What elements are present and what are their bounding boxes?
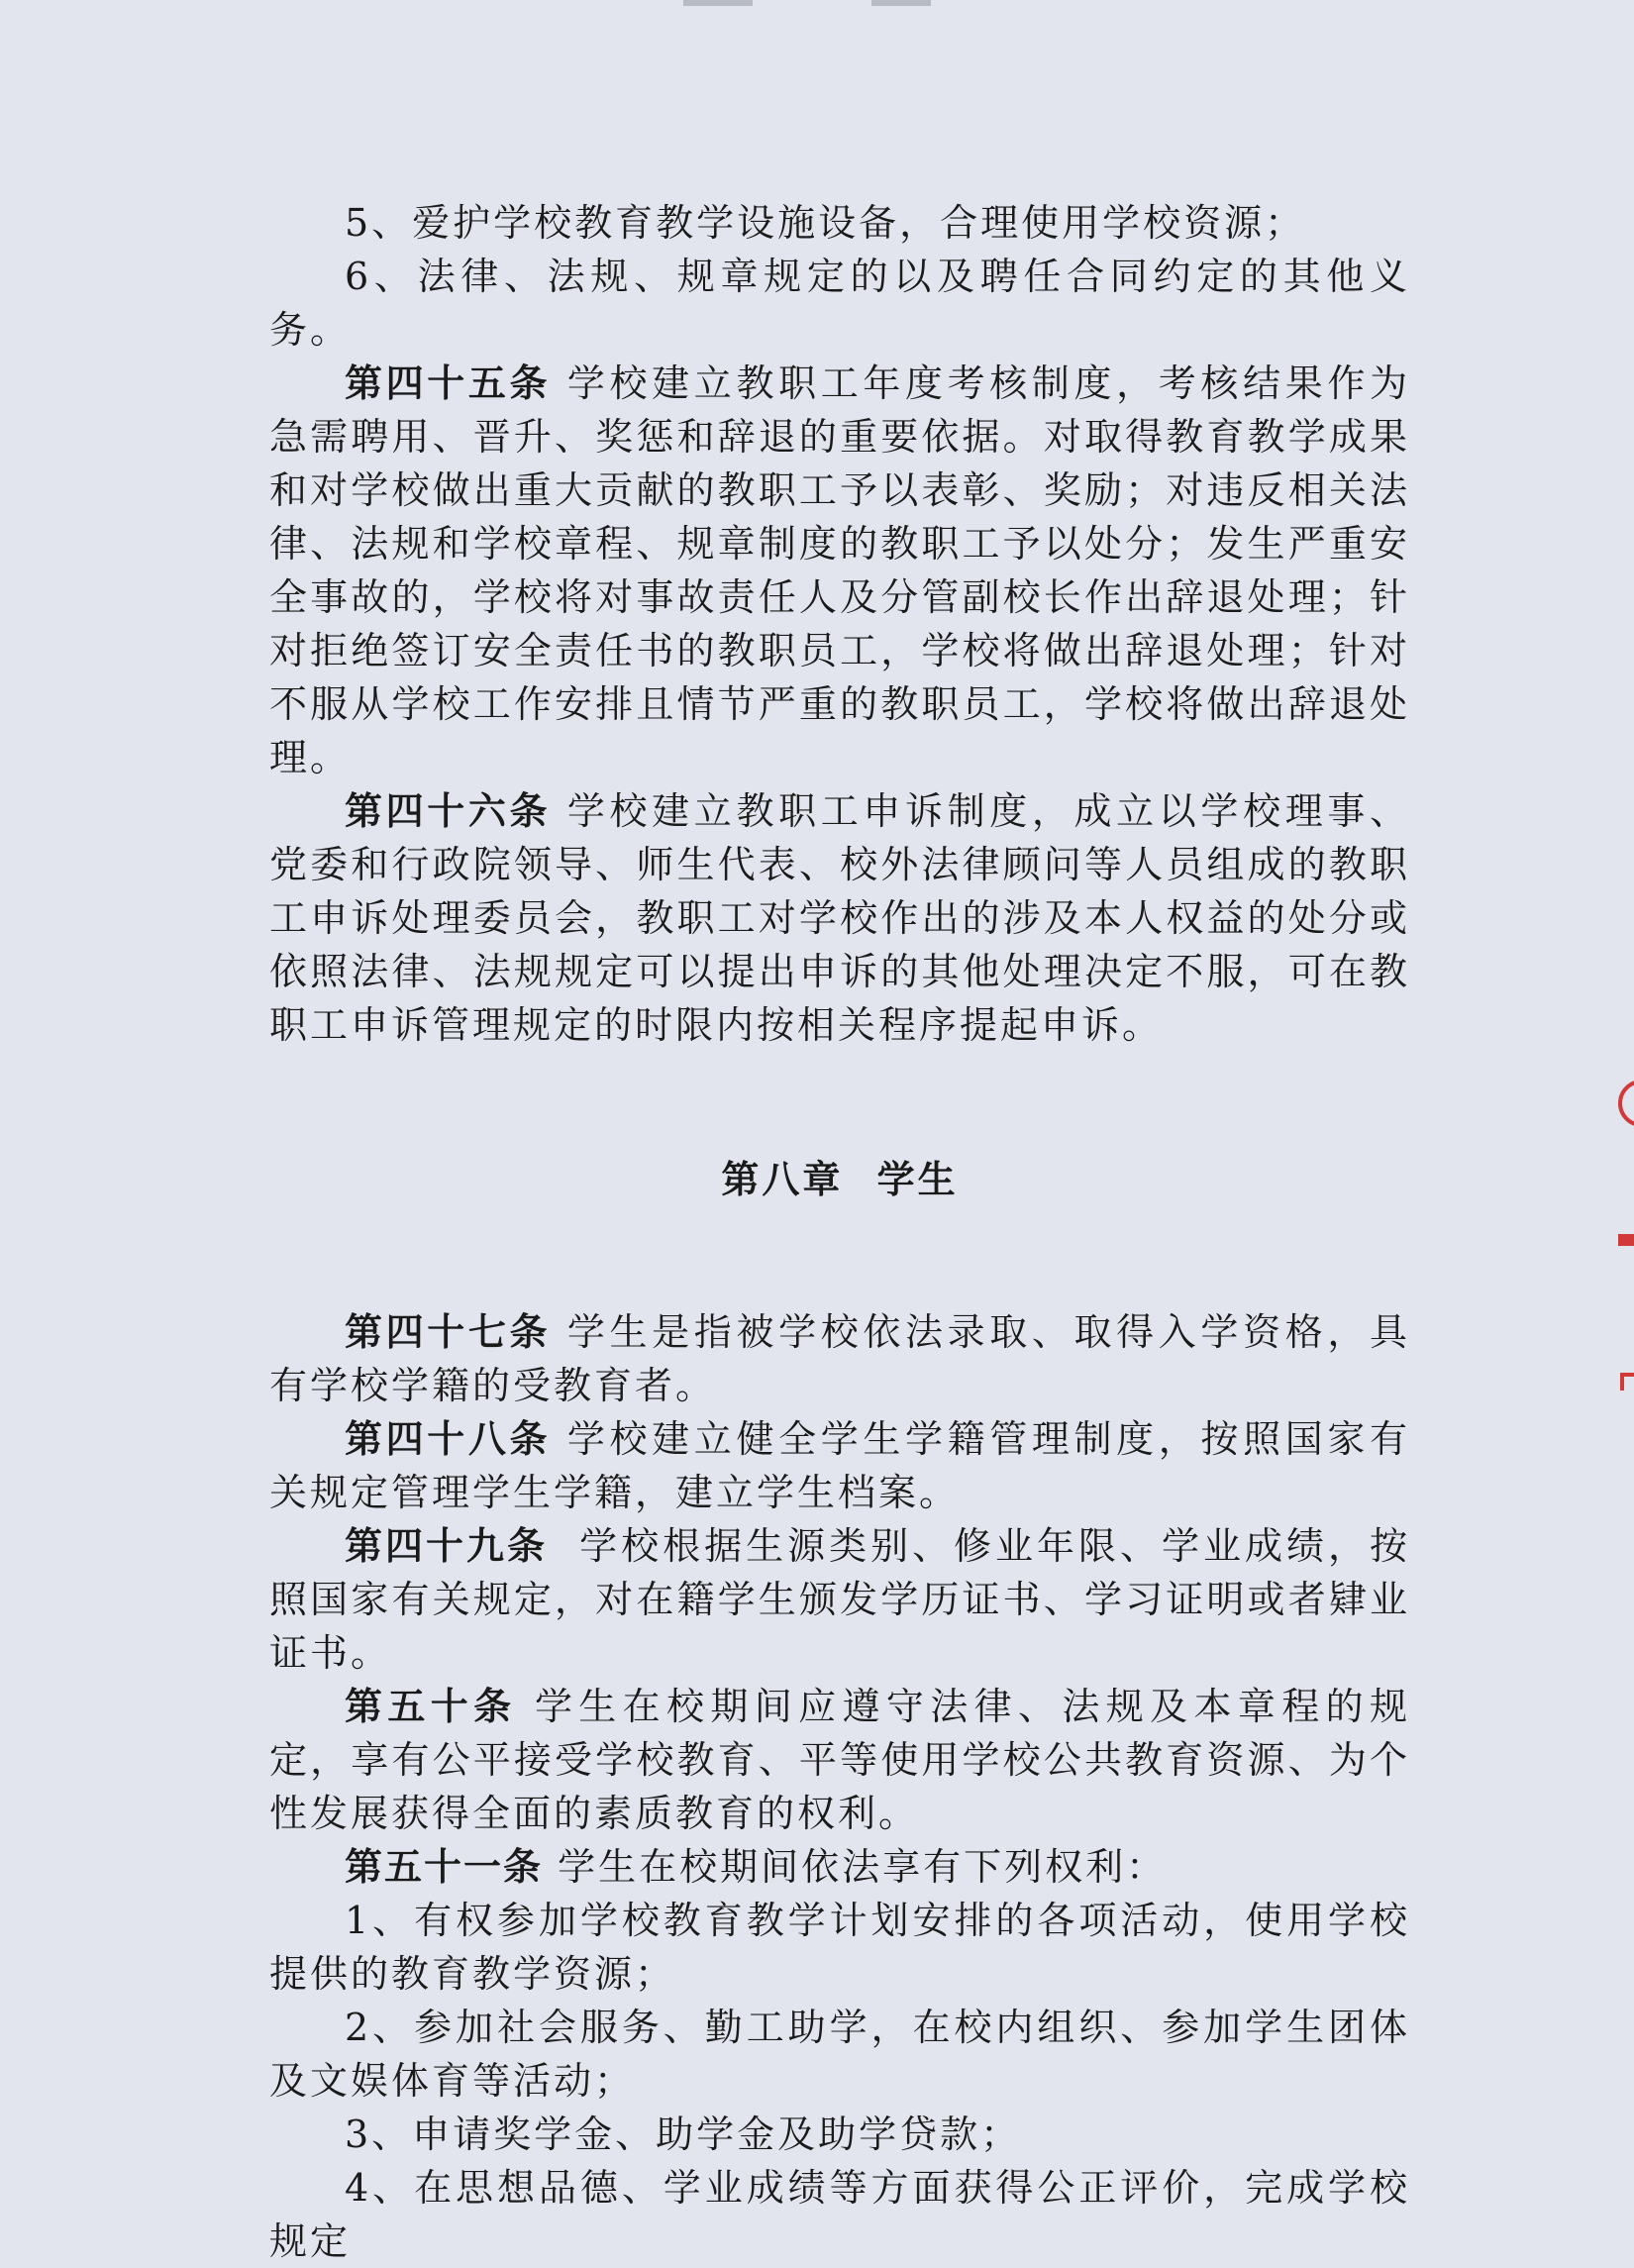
spacer — [269, 1206, 1410, 1305]
article-heading: 第四十八条 — [345, 1417, 552, 1461]
chapter-title: 第八章 学生 — [721, 1158, 959, 1201]
article-45 — [269, 357, 1410, 784]
list-item: 5、爱护学校教育教学设施设备，合理使用学校资源； — [345, 201, 1306, 245]
document-page — [269, 196, 1410, 2268]
spacer — [269, 1052, 1410, 1153]
article-heading: 第四十七条 — [345, 1310, 552, 1354]
article-text: 学校根据生源类别、修业年限、学业成绩，按照国家有关规定，对在籍学生颁发学历证书、学习证明或者肄业证书。 — [269, 1524, 1410, 1675]
list-item: 6、法律、法规、规章规定的以及聘任合同约定的其他义务。 — [269, 255, 1410, 352]
list-item: 2、参加社会服务、勤工助学，在校内组织、参加学生团体及文娱体育等活动； — [269, 2006, 1410, 2103]
article-46 — [269, 784, 1410, 1052]
article-heading: 第四十九条 — [345, 1524, 548, 1568]
list-item: 1、有权参加学校教育教学计划安排的各项活动，使用学校提供的教育教学资源； — [269, 1899, 1410, 1996]
article-text: 学生是指被学校依法录取、取得入学资格，具有学校学籍的受教育者。 — [269, 1310, 1410, 1407]
list-item: 3、申请奖学金、助学金及助学贷款； — [345, 2113, 1022, 2156]
article-47 — [269, 1305, 1410, 1412]
article-heading: 第五十条 — [345, 1685, 517, 1728]
scan-mark — [683, 0, 753, 6]
article-heading: 第四十五条 — [345, 361, 552, 405]
article-text: 学校建立教职工申诉制度，成立以学校理事、党委和行政院领导、师生代表、校外法律顾问等人员组成的教职工申诉处理委员会，教职工对学校作出的涉及本人权益的处分或依照法律、法规规定可以提出申诉的其他处理决定不服，可在教职工申诉管理规定的时限内按相关程序提起申诉。 — [269, 789, 1410, 1047]
article-heading: 第五十一条 — [345, 1845, 544, 1889]
article-51 — [269, 1840, 1410, 1894]
list-item: 4、在思想品德、学业成绩等方面获得公正评价，完成学校规定 — [269, 2166, 1410, 2263]
scan-mark — [871, 0, 931, 6]
seal-stamp-fragment — [1614, 1080, 1634, 1188]
article-48 — [269, 1412, 1410, 1519]
article-text: 学生在校期间依法享有下列权利： — [558, 1845, 1168, 1889]
article-text: 学生在校期间应遵守法律、法规及本章程的规定，享有公平接受学校教育、平等使用学校公共教育资源、为个性发展获得全面的素质教育的权利。 — [269, 1685, 1410, 1835]
seal-stamp-fragment — [1614, 1228, 1634, 1252]
article-heading: 第四十六条 — [345, 789, 552, 833]
seal-stamp-fragment — [1614, 1367, 1634, 1396]
article-50 — [269, 1680, 1410, 1840]
article-text: 学校建立健全学生学籍管理制度，按照国家有关规定管理学生学籍，建立学生档案。 — [269, 1417, 1410, 1514]
article-text: 学校建立教职工年度考核制度，考核结果作为急需聘用、晋升、奖惩和辞退的重要依据。对取得教育教学成果和对学校做出重大贡献的教职工予以表彰、奖励；对违反相关法律、法规和学校章程、规章制度的教职工予以处分；发生严重安全事故的，学校将对事故责任人及分管副校长作出辞退处理；针对拒绝签订安全责任书的教职员工，学校将做出辞退处理；针对不服从学校工作安排且情节严重的教职员工，学校将做出辞退处理。 — [269, 361, 1410, 779]
article-49 — [269, 1519, 1410, 1680]
